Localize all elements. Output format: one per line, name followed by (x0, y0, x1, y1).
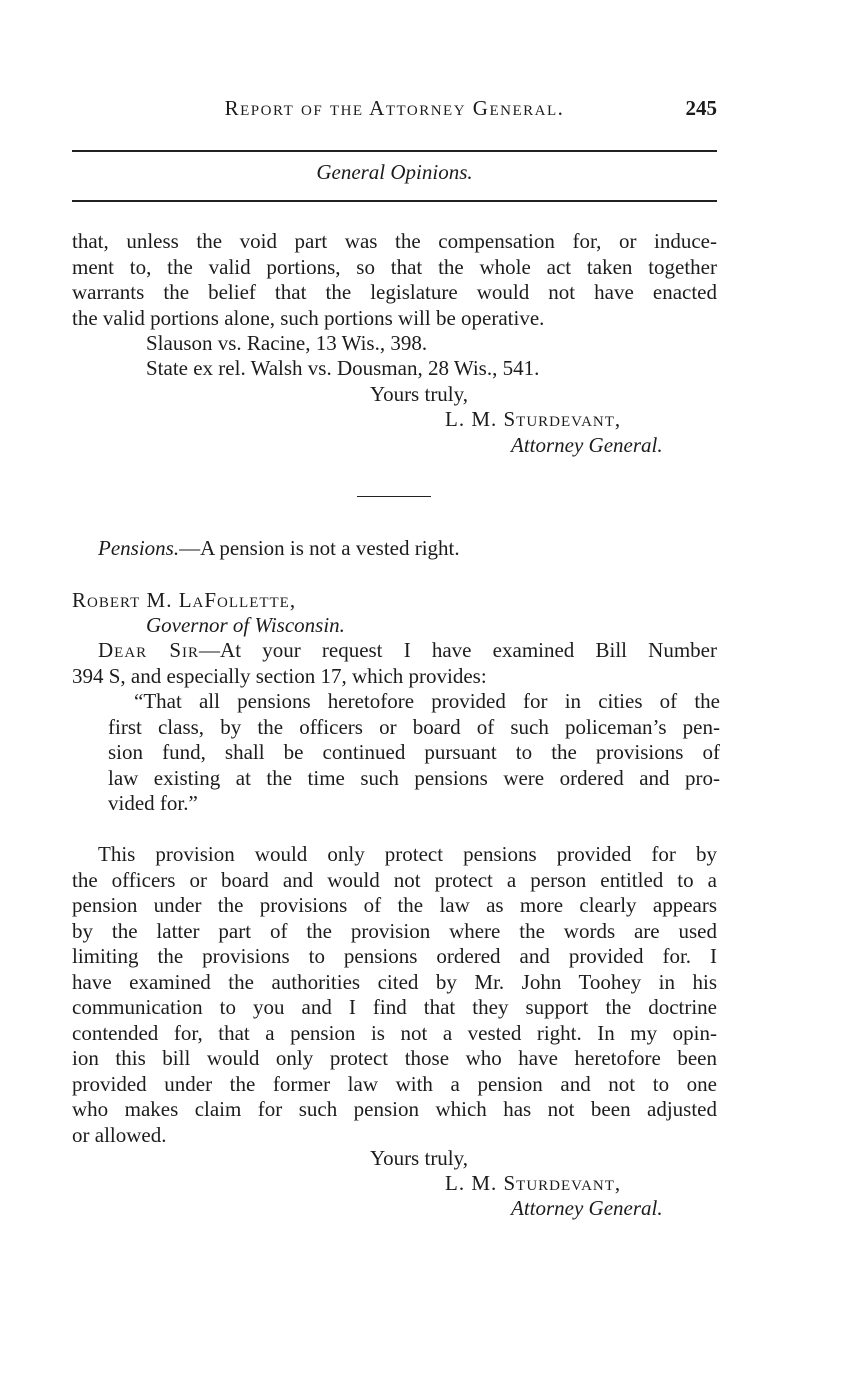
citation: Slauson vs. Racine, 13 Wis., 398. (146, 331, 428, 355)
addressee-title: Governor of Wisconsin. (146, 613, 345, 637)
opinion2-paragraph (72, 842, 717, 1148)
text-line: limiting the provisions to pensions ordered and provided for. I (72, 944, 717, 968)
closing: Yours truly, (370, 382, 469, 406)
text-line: This provision would only protect pensions provided for by (98, 842, 717, 866)
section-divider (357, 496, 431, 497)
header-rule-top (72, 150, 717, 152)
text-line: contended for, that a pension is not a vested right. In my opin- (72, 1020, 717, 1045)
section-title: General Opinions. (316, 160, 473, 184)
text-line: that, unless the void part was the compensation for, or induce- (72, 229, 717, 253)
headnote (98, 536, 460, 561)
text-line: warrants the belief that the legislature would not have enacted (72, 280, 717, 304)
header-rule-bottom (72, 200, 717, 202)
text-line: the valid portions alone, such portions will be operative. (72, 305, 545, 330)
page-number: 245 (685, 96, 717, 120)
signer-name: L. M. Sturdevant, (445, 407, 622, 431)
signer-title: Attorney General. (511, 433, 663, 457)
text-line: the officers or board and would not protect a person entitled to a (72, 867, 717, 892)
quote-line: “That all pensions heretofore provided for in cities of the (134, 689, 720, 713)
signer-name: L. M. Sturdevant, (445, 1171, 622, 1195)
text-line: pension under the provisions of the law as more clearly appears (72, 893, 717, 917)
intro-paragraph (72, 638, 717, 689)
citation: State ex rel. Walsh vs. Dousman, 28 Wis., 541. (146, 356, 540, 380)
quote-line: first class, by the officers or board of such policeman’s pen- (108, 714, 720, 739)
headnote-subject: Pensions. (98, 536, 180, 560)
text-line: who makes claim for such pension which has not been adjusted (72, 1097, 717, 1121)
text-line: ion this bill would only protect those who have heretofore been (72, 1046, 717, 1070)
text-line: ment to, the valid portions, so that the whole act taken together (72, 254, 717, 279)
text-line: provided under the former law with a pension and not to one (72, 1071, 717, 1096)
running-head (72, 96, 717, 126)
signer-title: Attorney General. (511, 1196, 663, 1220)
text-line: 394 S, and especially section 17, which provides: (72, 663, 487, 688)
headnote-text: —A pension is not a vested right. (179, 536, 460, 560)
salutation: Dear Sir (98, 638, 200, 662)
text-line: communication to you and I find that they support the doctrine (72, 995, 717, 1019)
running-title: Report of the Attorney General. (224, 96, 565, 120)
text-line: by the latter part of the provision where the words are used (72, 918, 717, 943)
addressee-name: Robert M. LaFollette, (72, 588, 297, 612)
quote-line: law existing at the time such pensions were ordered and pro- (108, 765, 720, 790)
text-line: Dear Sir—At your request I have examined Bill Number (98, 638, 717, 662)
text-line: have examined the authorities cited by Mr. John Toohey in his (72, 969, 717, 994)
quote-line: sion fund, shall be continued pursuant to the provisions of (108, 740, 720, 764)
closing: Yours truly, (370, 1146, 469, 1170)
quote-line: vided for.” (108, 791, 198, 815)
opinion1-paragraph (72, 229, 717, 331)
text-line: or allowed. (72, 1122, 167, 1147)
quoted-provision (108, 689, 720, 817)
